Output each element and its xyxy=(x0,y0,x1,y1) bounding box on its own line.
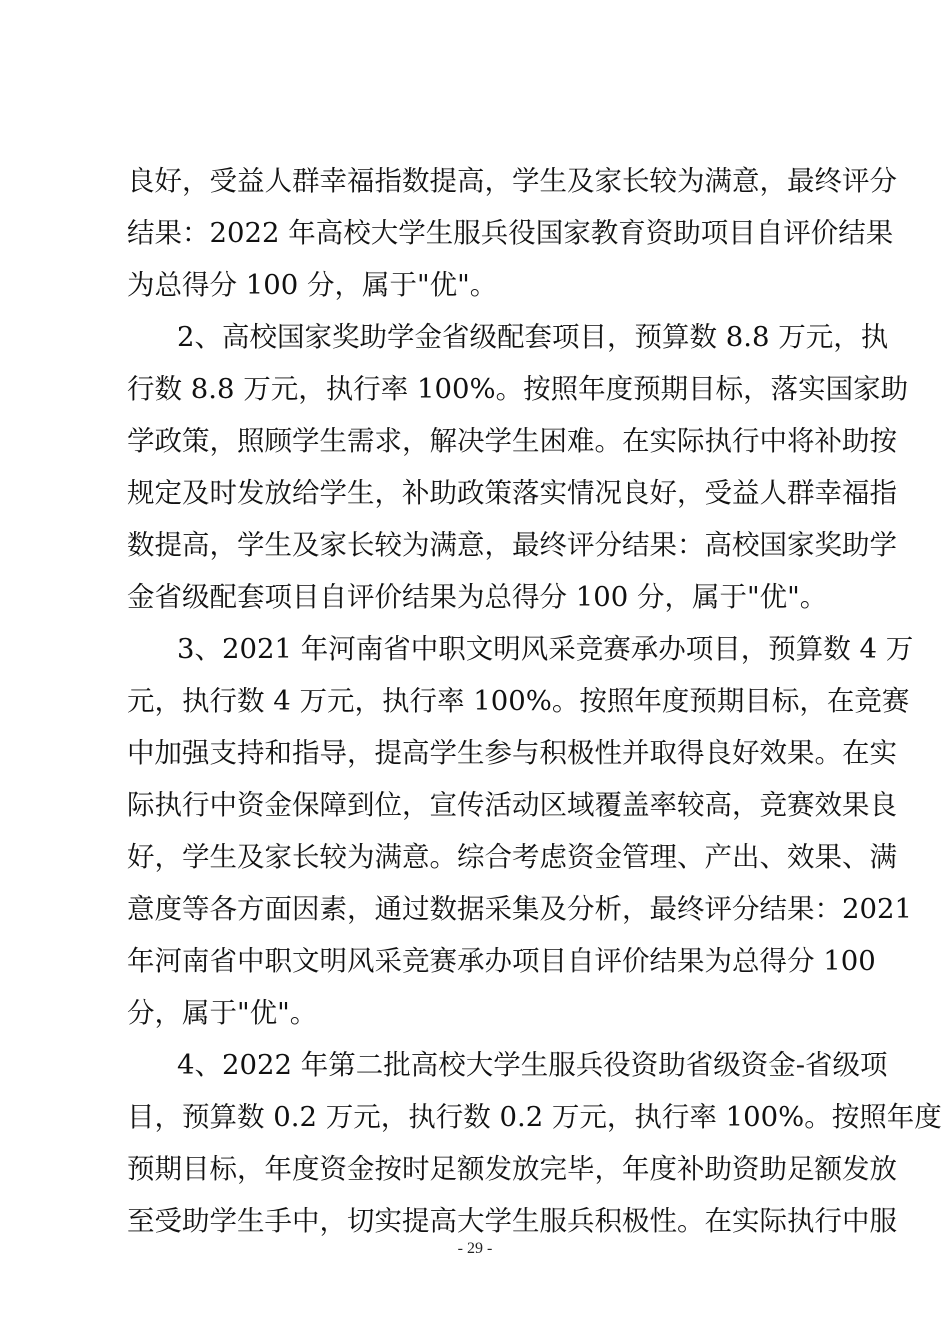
page-number: - 29 - xyxy=(457,1240,493,1257)
text-line: 中加强支持和指导，提高学生参与积极性并取得良好效果。在实 xyxy=(127,737,897,769)
text-line: 学政策，照顾学生需求，解决学生困难。在实际执行中将补助按 xyxy=(127,425,897,457)
text-line: 数提高，学生及家长较为满意，最终评分结果：高校国家奖助学 xyxy=(127,529,897,561)
text-line: 3、2021 年河南省中职文明风采竞赛承办项目，预算数 4 万 xyxy=(177,633,914,665)
text-line: 好，学生及家长较为满意。综合考虑资金管理、产出、效果、满 xyxy=(127,841,897,873)
text-line: 至受助学生手中，切实提高大学生服兵积极性。在实际执行中服 xyxy=(127,1205,897,1237)
text-line: 4、2022 年第二批高校大学生服兵役资助省级资金-省级项 xyxy=(177,1049,888,1081)
text-line: 良好，受益人群幸福指数提高，学生及家长较为满意，最终评分 xyxy=(127,165,897,197)
text-line: 行数 8.8 万元，执行率 100%。按照年度预期目标，落实国家助 xyxy=(127,373,909,405)
text-line: 目，预算数 0.2 万元，执行数 0.2 万元，执行率 100%。按照年度 xyxy=(127,1101,942,1133)
text-line: 金省级配套项目自评价结果为总得分 100 分，属于"优"。 xyxy=(127,581,828,613)
text-line: 2、高校国家奖助学金省级配套项目，预算数 8.8 万元，执 xyxy=(177,321,889,353)
text-line: 规定及时发放给学生，补助政策落实情况良好，受益人群幸福指 xyxy=(127,477,897,509)
text-line: 为总得分 100 分，属于"优"。 xyxy=(127,269,498,301)
text-line: 际执行中资金保障到位，宣传活动区域覆盖率较高，竞赛效果良 xyxy=(127,789,897,821)
text-line: 意度等各方面因素，通过数据采集及分析，最终评分结果：2021 xyxy=(127,893,912,925)
text-line: 元，执行数 4 万元，执行率 100%。按照年度预期目标，在竞赛 xyxy=(127,685,910,717)
text-line: 结果：2022 年高校大学生服兵役国家教育资助项目自评价结果 xyxy=(127,217,894,249)
text-line: 分，属于"优"。 xyxy=(127,997,318,1029)
text-line: 预期目标，年度资金按时足额发放完毕，年度补助资助足额发放 xyxy=(127,1153,897,1185)
text-line: 年河南省中职文明风采竞赛承办项目自评价结果为总得分 100 xyxy=(127,945,876,977)
